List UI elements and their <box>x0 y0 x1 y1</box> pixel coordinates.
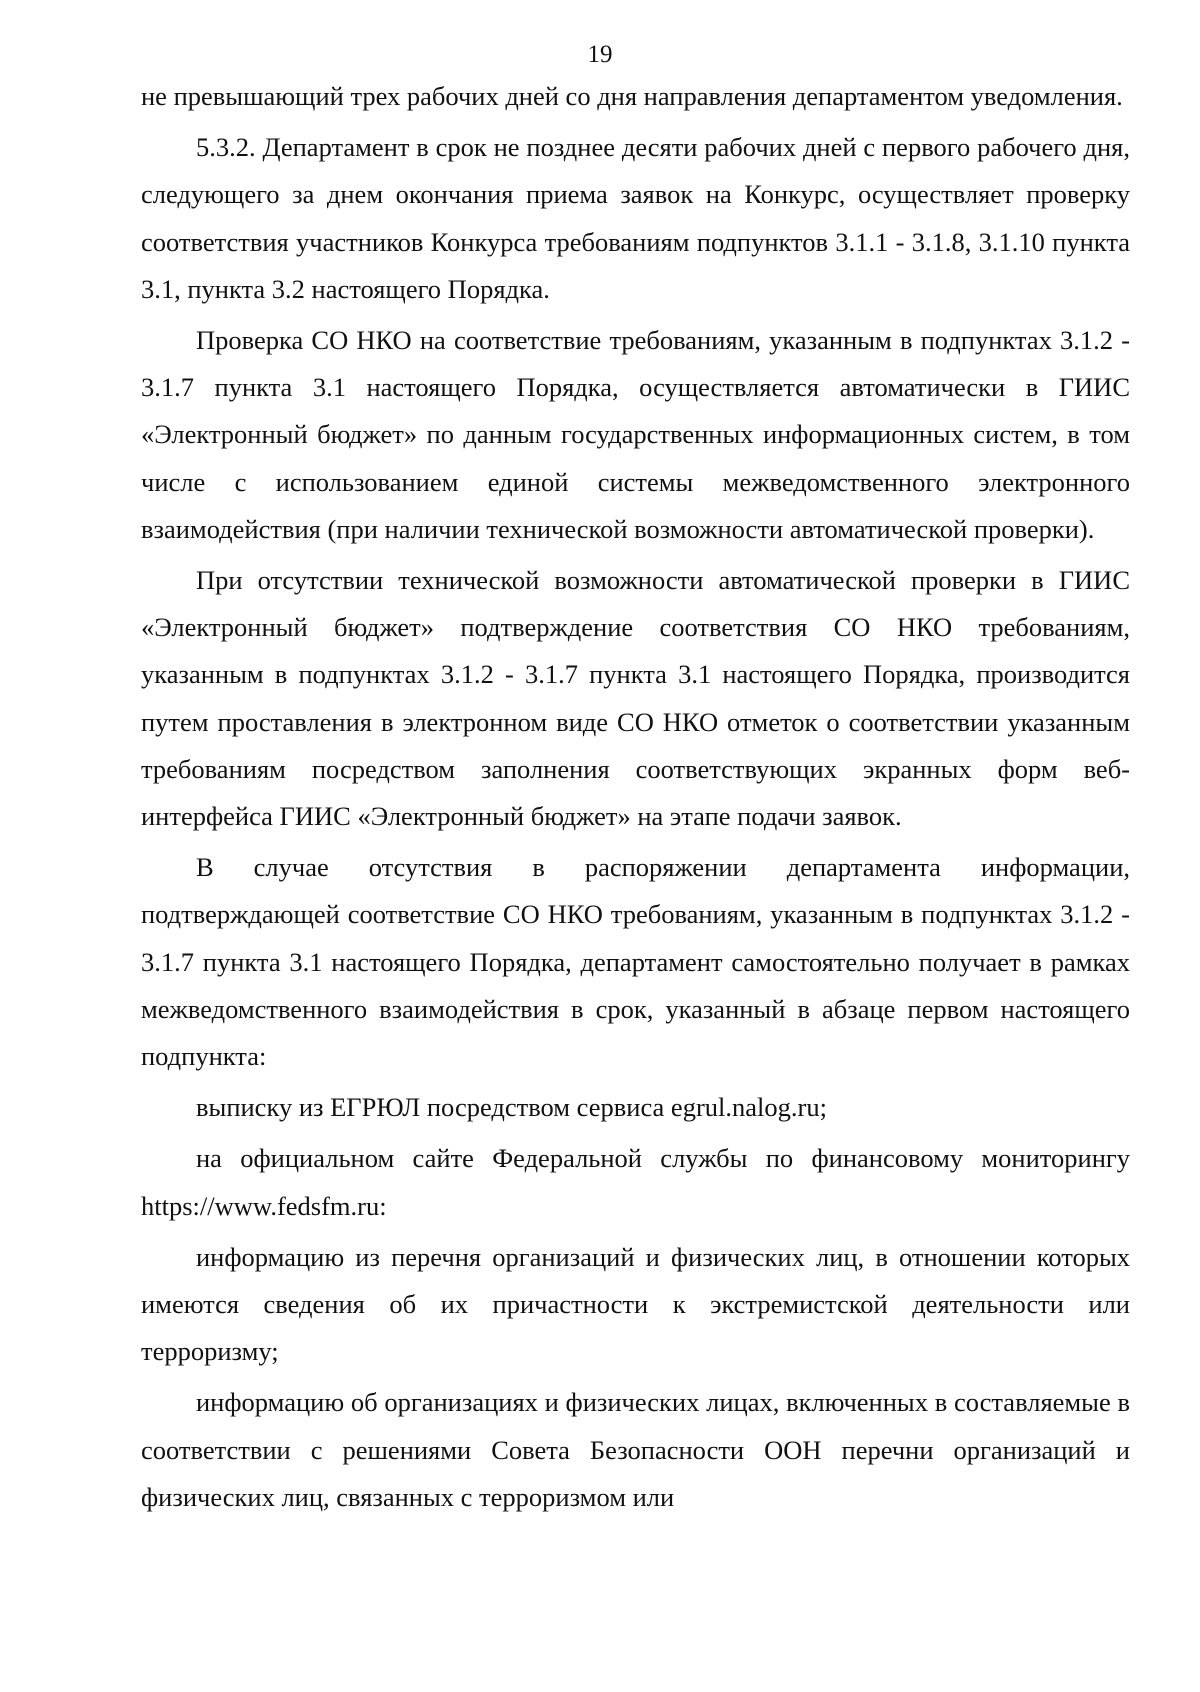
page-number: 19 <box>587 41 613 68</box>
paragraph-9: информацию об организациях и физических лицах, включенных в составляемые в соответствии с решениями Совета Безопасности ООН перечни организаций и физических лиц, связанных с терроризмом или <box>141 1387 1130 1512</box>
paragraph-5: В случае отсутствия в распоряжении департамента информации, подтверждающей соответствие СО НКО требованиям, указанным в подпунктах 3.1.2 - 3.1.7 пункта 3.1 настоящего Порядка, департамент самостоятельно получает в рамках межведомственного взаимодействия в срок, указанный в абзаце первом настоящего подпункта: <box>141 852 1130 1072</box>
paragraph-6: выписку из ЕГРЮЛ посредством сервиса egrul.nalog.ru; <box>196 1092 827 1123</box>
paragraph-4: При отсутствии технической возможности автоматической проверки в ГИИС «Электронный бюджет» подтверждение соответствия СО НКО требованиям, указанным в подпунктах 3.1.2 - 3.1.7 пункта 3.1 настоящего Порядка, производится путем проставления в электронном виде СО НКО отметок о соответствии указанным требованиям посредством заполнения соответствующих экранных форм веб-интерфейса ГИИС «Электронный бюджет» на этапе подачи заявок. <box>141 565 1130 832</box>
paragraph-8: информацию из перечня организаций и физических лиц, в отношении которых имеются сведения об их причастности к экстремистской деятельности или терроризму; <box>141 1241 1130 1367</box>
paragraph-2: 5.3.2. Департамент в срок не позднее десяти рабочих дней с первого рабочего дня, следующего за днем окончания приема заявок на Конкурс, осуществляет проверку соответствия участников Конкурса требованиям подпунктов 3.1.1 - 3.1.8, 3.1.10 пункта 3.1, пункта 3.2 настоящего Порядка. <box>141 132 1130 304</box>
paragraph-3: Проверка СО НКО на соответствие требованиям, указанным в подпунктах 3.1.2 - 3.1.7 пункта 3.1 настоящего Порядка, осуществляется автоматически в ГИИС «Электронный бюджет» по данным государственных информационных систем, в том числе с использованием единой системы межведомственного электронного взаимодействия (при наличии технической возможности автоматической проверки). <box>141 325 1130 544</box>
paragraph-7: на официальном сайте Федеральной службы по финансовому мониторингу https://www.fedsfm.ru: <box>141 1143 1130 1221</box>
paragraph-1: не превышающий трех рабочих дней со дня направления департаментом уведомления. <box>141 81 1123 111</box>
document-body <box>141 73 1130 1521</box>
